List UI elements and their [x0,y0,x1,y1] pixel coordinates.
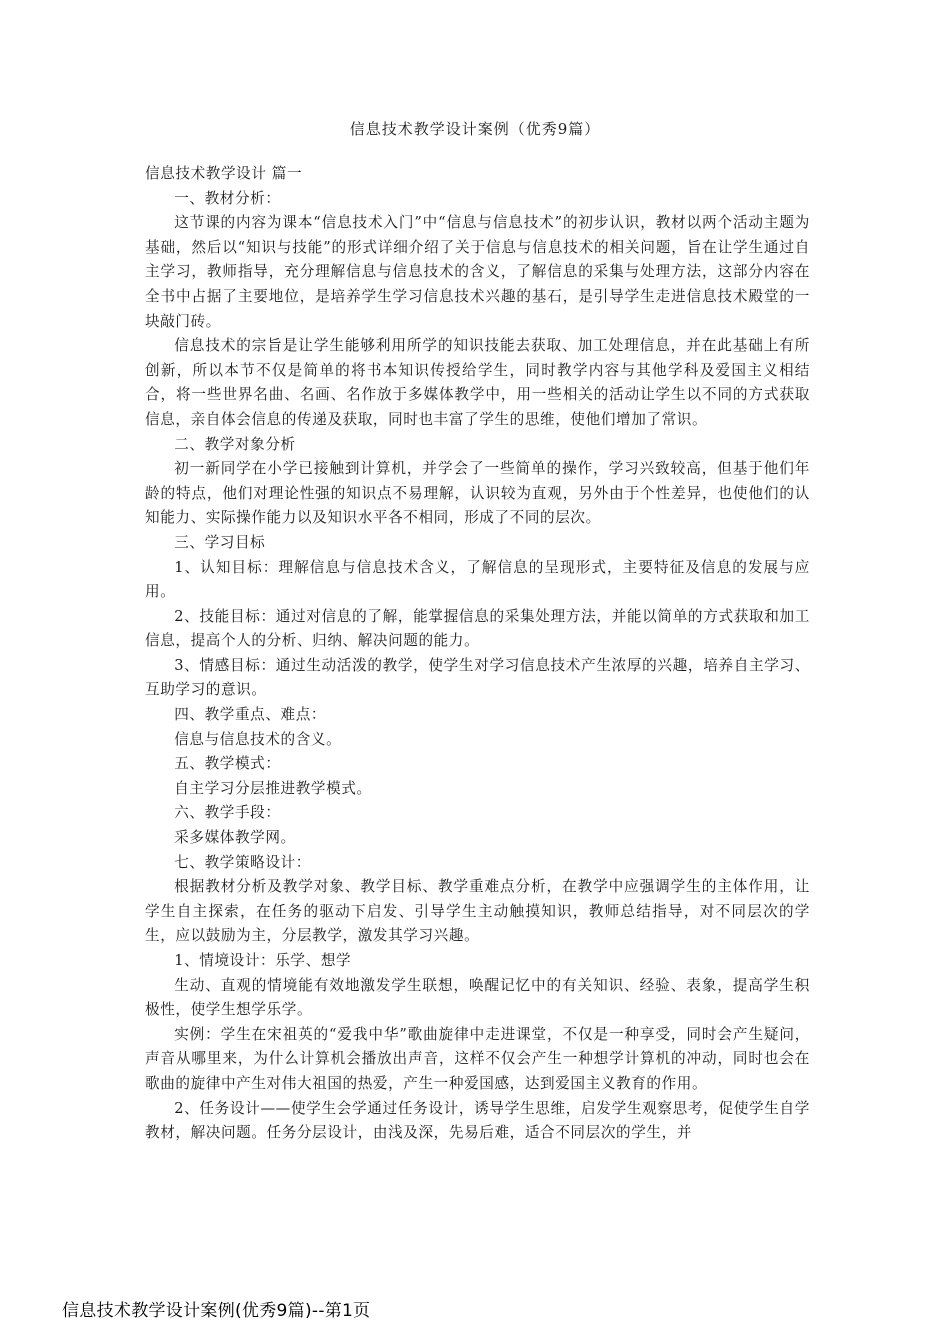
body-paragraph: 这节课的内容为课本“信息技术入门”中“信息与信息技术”的初步认识，教材以两个活动主题为基础，然后以“知识与技能”的形式详细介绍了关于信息与信息技术的相关问题，旨在让学生通过自主学习，教师指导，充分理解信息与信息技术的含义，了解信息的采集与处理方法，这部分内容在全书中占据了主要地位，是培养学生学习信息技术兴趣的基石，是引导学生走进信息技术殿堂的一块敲门砖。 [145,214,810,330]
body-paragraph: 自主学习分层推进教学模式。 [174,779,372,797]
body-paragraph: 二、教学对象分析 [174,435,296,453]
body-paragraph: 信息技术的宗旨是让学生能够利用所学的知识技能去获取、加工处理信息，并在此基础上有所创新，所以本节不仅是简单的将书本知识传授给学生，同时教学内容与其他学科及爱国主义相结合，将一些世界名曲、名画、名作放于多媒体教学中，用一些相关的活动让学生以不同的方式获取信息，亲自体会信息的传递及获取，同时也丰富了学生的思维，使他们增加了常识。 [145,337,810,428]
body-paragraph: 1、情境设计：乐学、想学 [174,952,352,969]
document-body [145,162,810,1146]
body-paragraph: 初一新同学在小学已接触到计算机，并学会了一些简单的操作，学习兴致较高，但基于他们年龄的特点，他们对理论性强的知识点不易理解，认识较为直观，另外由于个性差异，也使他们的认知能力、实际操作能力以及知识水平各不相同，形成了不同的层次。 [145,460,810,527]
body-paragraph: 2、任务设计——使学生会学通过任务设计，诱导学生思维，启发学生观察思考，促使学生自学教材，解决问题。任务分层设计，由浅及深，先易后难，适合不同层次的学生，并 [145,1099,810,1142]
body-paragraph: 1、认知目标：理解信息与信息技术含义，了解信息的呈现形式，主要特征及信息的发展与应用。 [145,558,810,601]
body-paragraph: 五、教学模式： [174,755,281,773]
body-paragraph: 一、教材分析： [174,189,281,207]
body-paragraph: 2、技能目标：通过对信息的了解，能掌握信息的采集处理方法，并能以简单的方式获取和加工信息，提高个人的分析、归纳、解决问题的能力。 [145,607,810,650]
body-paragraph: 采多媒体教学网。 [174,829,296,847]
body-paragraph: 3、情感目标：通过生动活泼的教学，使学生对学习信息技术产生浓厚的兴趣，培养自主学习、互助学习的意识。 [145,656,810,699]
section-heading: 信息技术教学设计 篇一 [145,165,303,182]
body-paragraph: 四、教学重点、难点： [174,706,327,724]
body-paragraph: 根据教材分析及教学对象、教学目标、教学重难点分析，在教学中应强调学生的主体作用，让学生自主探索，在任务的驱动下启发、引导学生主动触摸知识，教师总结指导，对不同层次的学生，应以鼓励为主，分层教学，激发其学习兴趣。 [145,878,810,945]
body-paragraph: 生动、直观的情境能有效地激发学生联想，唤醒记忆中的有关知识、经验、表象，提高学生积极性，使学生想学乐学。 [145,976,810,1019]
body-paragraph: 实例：学生在宋祖英的“爱我中华”歌曲旋律中走进课堂，不仅是一种享受，同时会产生疑问，声音从哪里来，为什么计算机会播放出声音，这样不仅会产生一种想学计算机的冲动，同时也会在歌曲的旋律中产生对伟大祖国的热爱，产生一种爱国感，达到爱国主义教育的作用。 [145,1025,810,1092]
document-title: 信息技术教学设计案例（优秀9篇） [349,120,601,138]
body-paragraph: 七、教学策略设计： [174,853,311,871]
page-footer: 信息技术教学设计案例(优秀9篇)--第1页 [62,1301,371,1321]
body-paragraph: 信息与信息技术的含义。 [174,730,342,748]
body-paragraph: 六、教学手段： [174,804,281,822]
body-paragraph: 三、学习目标 [174,533,266,551]
